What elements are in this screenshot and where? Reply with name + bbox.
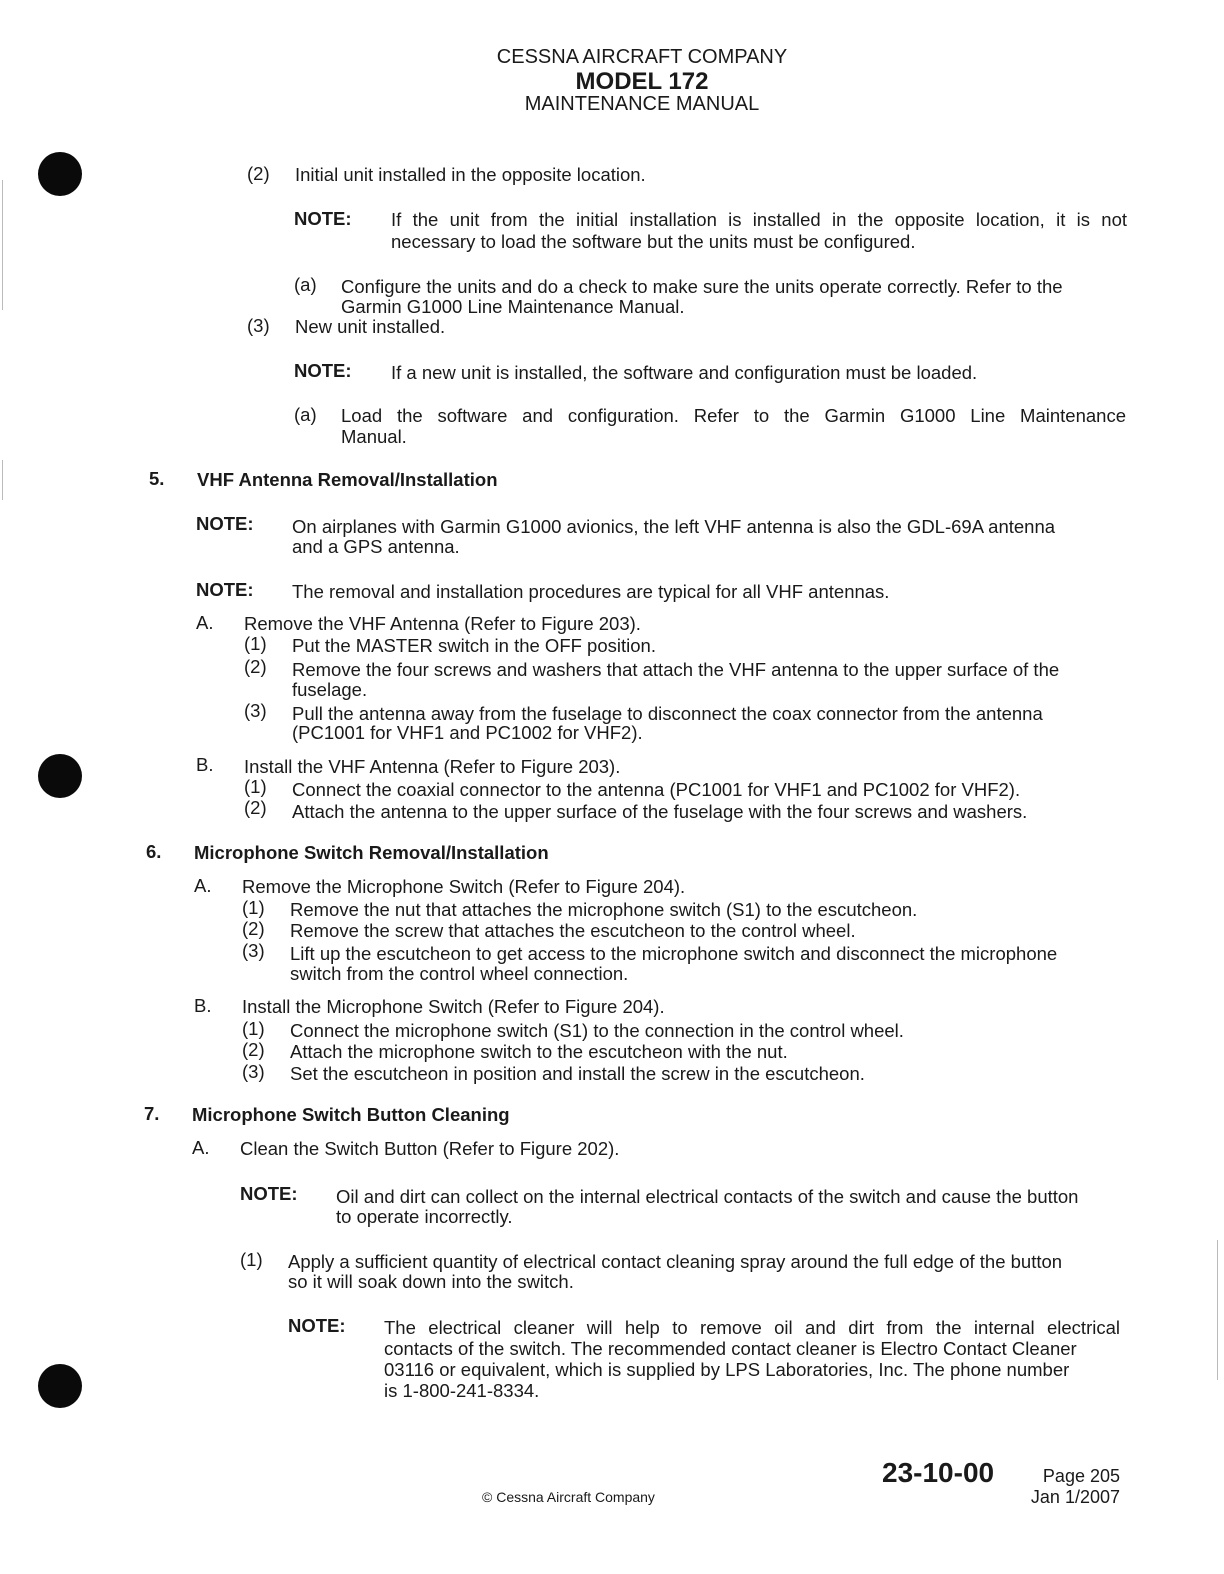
note-text: If a new unit is installed, the software and configuration must be loaded. [391, 362, 978, 383]
note-text: On airplanes with Garmin G1000 avionics, the left VHF antenna is also the GDL-69A antenna [292, 516, 1056, 537]
step-3a-number: (a) [294, 404, 317, 425]
step-5A1-number: (1) [244, 633, 267, 654]
step-7A-text: Clean the Switch Button (Refer to Figure 202). [240, 1138, 620, 1159]
step-2a-text: Garmin G1000 Line Maintenance Manual. [341, 296, 685, 317]
note-label: NOTE: [288, 1315, 346, 1336]
step-7A1-text: so it will soak down into the switch. [288, 1271, 574, 1292]
step-6B2-number: (2) [242, 1039, 265, 1060]
step-6B3-number: (3) [242, 1061, 265, 1082]
step-5B-number: B. [196, 754, 214, 775]
section-6-number: 6. [146, 841, 162, 862]
note-text: contacts of the switch. The recommended contact cleaner is Electro Contact Cleaner [384, 1338, 1077, 1359]
footer-page-number: Page 205 [1042, 1466, 1120, 1486]
scan-edge-mark [1217, 1240, 1218, 1380]
step-5A-text: Remove the VHF Antenna (Refer to Figure 203). [244, 613, 641, 634]
note-text: is 1-800-241-8334. [384, 1380, 540, 1401]
note-text: If the unit from the initial installation is installed in the opposite location, it is not [391, 209, 1127, 230]
step-7A1-number: (1) [240, 1249, 263, 1270]
step-6A-text: Remove the Microphone Switch (Refer to Figure 204). [242, 876, 686, 897]
header-company: CESSNA AIRCRAFT COMPANY [496, 46, 788, 68]
note-text: 03116 or equivalent, which is supplied by LPS Laboratories, Inc. The phone number [384, 1359, 1070, 1380]
step-6B3-text: Set the escutcheon in position and install the screw in the escutcheon. [290, 1063, 865, 1084]
note-text: to operate incorrectly. [336, 1206, 513, 1227]
step-5A2-text: Remove the four screws and washers that attach the VHF antenna to the upper surface of the [292, 659, 1060, 680]
step-6A3-number: (3) [242, 940, 265, 961]
note-text: The removal and installation procedures are typical for all VHF antennas. [292, 581, 890, 602]
binder-hole-top [38, 152, 82, 196]
header-manual: MAINTENANCE MANUAL [524, 93, 760, 115]
step-6A1-number: (1) [242, 897, 265, 918]
scan-edge-mark [2, 460, 3, 500]
section-7-title: Microphone Switch Button Cleaning [192, 1104, 510, 1125]
step-6A-number: A. [194, 875, 212, 896]
footer-copyright: © Cessna Aircraft Company [482, 1489, 655, 1505]
step-5A1-text: Put the MASTER switch in the OFF position. [292, 635, 656, 656]
step-7A-number: A. [192, 1137, 210, 1158]
section-5-number: 5. [149, 468, 165, 489]
step-2-text: Initial unit installed in the opposite location. [295, 164, 646, 185]
step-3-number: (3) [247, 315, 270, 336]
note-label: NOTE: [294, 360, 352, 381]
binder-hole-middle [38, 754, 82, 798]
step-6B-text: Install the Microphone Switch (Refer to Figure 204). [242, 996, 665, 1017]
step-7A1-text: Apply a sufficient quantity of electrical contact cleaning spray around the full edge of the button [288, 1251, 1063, 1272]
step-5A2-text: fuselage. [292, 679, 368, 700]
step-3a-text: Manual. [341, 426, 407, 447]
step-5A3-number: (3) [244, 700, 267, 721]
note-label: NOTE: [294, 208, 352, 229]
step-2a-text: Configure the units and do a check to make sure the units operate correctly. Refer to the [341, 276, 1063, 297]
step-5B-text: Install the VHF Antenna (Refer to Figure 203). [244, 756, 621, 777]
step-6A2-number: (2) [242, 918, 265, 939]
step-6A3-text: Lift up the escutcheon to get access to the microphone switch and disconnect the microphone [290, 943, 1058, 964]
note-text: Oil and dirt can collect on the internal electrical contacts of the switch and cause the button [336, 1186, 1079, 1207]
step-5B1-number: (1) [244, 776, 267, 797]
note-label: NOTE: [240, 1183, 298, 1204]
step-6A3-text: switch from the control wheel connection. [290, 963, 629, 984]
step-5A3-text: Pull the antenna away from the fuselage to disconnect the coax connector from the antenna [292, 703, 1043, 724]
step-3a-text: Load the software and configuration. Refer to the Garmin G1000 Line Maintenance [341, 405, 1126, 426]
step-6B2-text: Attach the microphone switch to the escutcheon with the nut. [290, 1041, 788, 1062]
step-2-number: (2) [247, 163, 270, 184]
step-5B2-text: Attach the antenna to the upper surface of the fuselage with the four screws and washers. [292, 801, 1028, 822]
step-6B1-number: (1) [242, 1018, 265, 1039]
footer-section-code: 23-10-00 [882, 1457, 995, 1488]
section-6-title: Microphone Switch Removal/Installation [194, 842, 549, 863]
step-5A3-text: (PC1001 for VHF1 and PC1002 for VHF2). [292, 722, 643, 743]
step-5A-number: A. [196, 612, 214, 633]
footer-date: Jan 1/2007 [1030, 1487, 1120, 1507]
note-text: and a GPS antenna. [292, 536, 460, 557]
step-2a-number: (a) [294, 274, 317, 295]
note-label: NOTE: [196, 513, 254, 534]
step-6B1-text: Connect the microphone switch (S1) to the connection in the control wheel. [290, 1020, 904, 1041]
step-6A2-text: Remove the screw that attaches the escutcheon to the control wheel. [290, 920, 856, 941]
binder-hole-bottom [38, 1364, 82, 1408]
step-3-text: New unit installed. [295, 316, 446, 337]
note-label: NOTE: [196, 579, 254, 600]
step-5B2-number: (2) [244, 797, 267, 818]
section-7-number: 7. [144, 1103, 160, 1124]
step-6A1-text: Remove the nut that attaches the microphone switch (S1) to the escutcheon. [290, 899, 918, 920]
note-text: necessary to load the software but the units must be configured. [391, 231, 916, 252]
header-model: MODEL 172 [575, 68, 709, 95]
step-6B-number: B. [194, 995, 212, 1016]
note-text: The electrical cleaner will help to remove oil and dirt from the internal electrical [384, 1317, 1120, 1338]
scan-edge-mark [2, 180, 3, 310]
section-5-title: VHF Antenna Removal/Installation [197, 469, 498, 490]
step-5A2-number: (2) [244, 656, 267, 677]
step-5B1-text: Connect the coaxial connector to the antenna (PC1001 for VHF1 and PC1002 for VHF2). [292, 779, 1021, 800]
